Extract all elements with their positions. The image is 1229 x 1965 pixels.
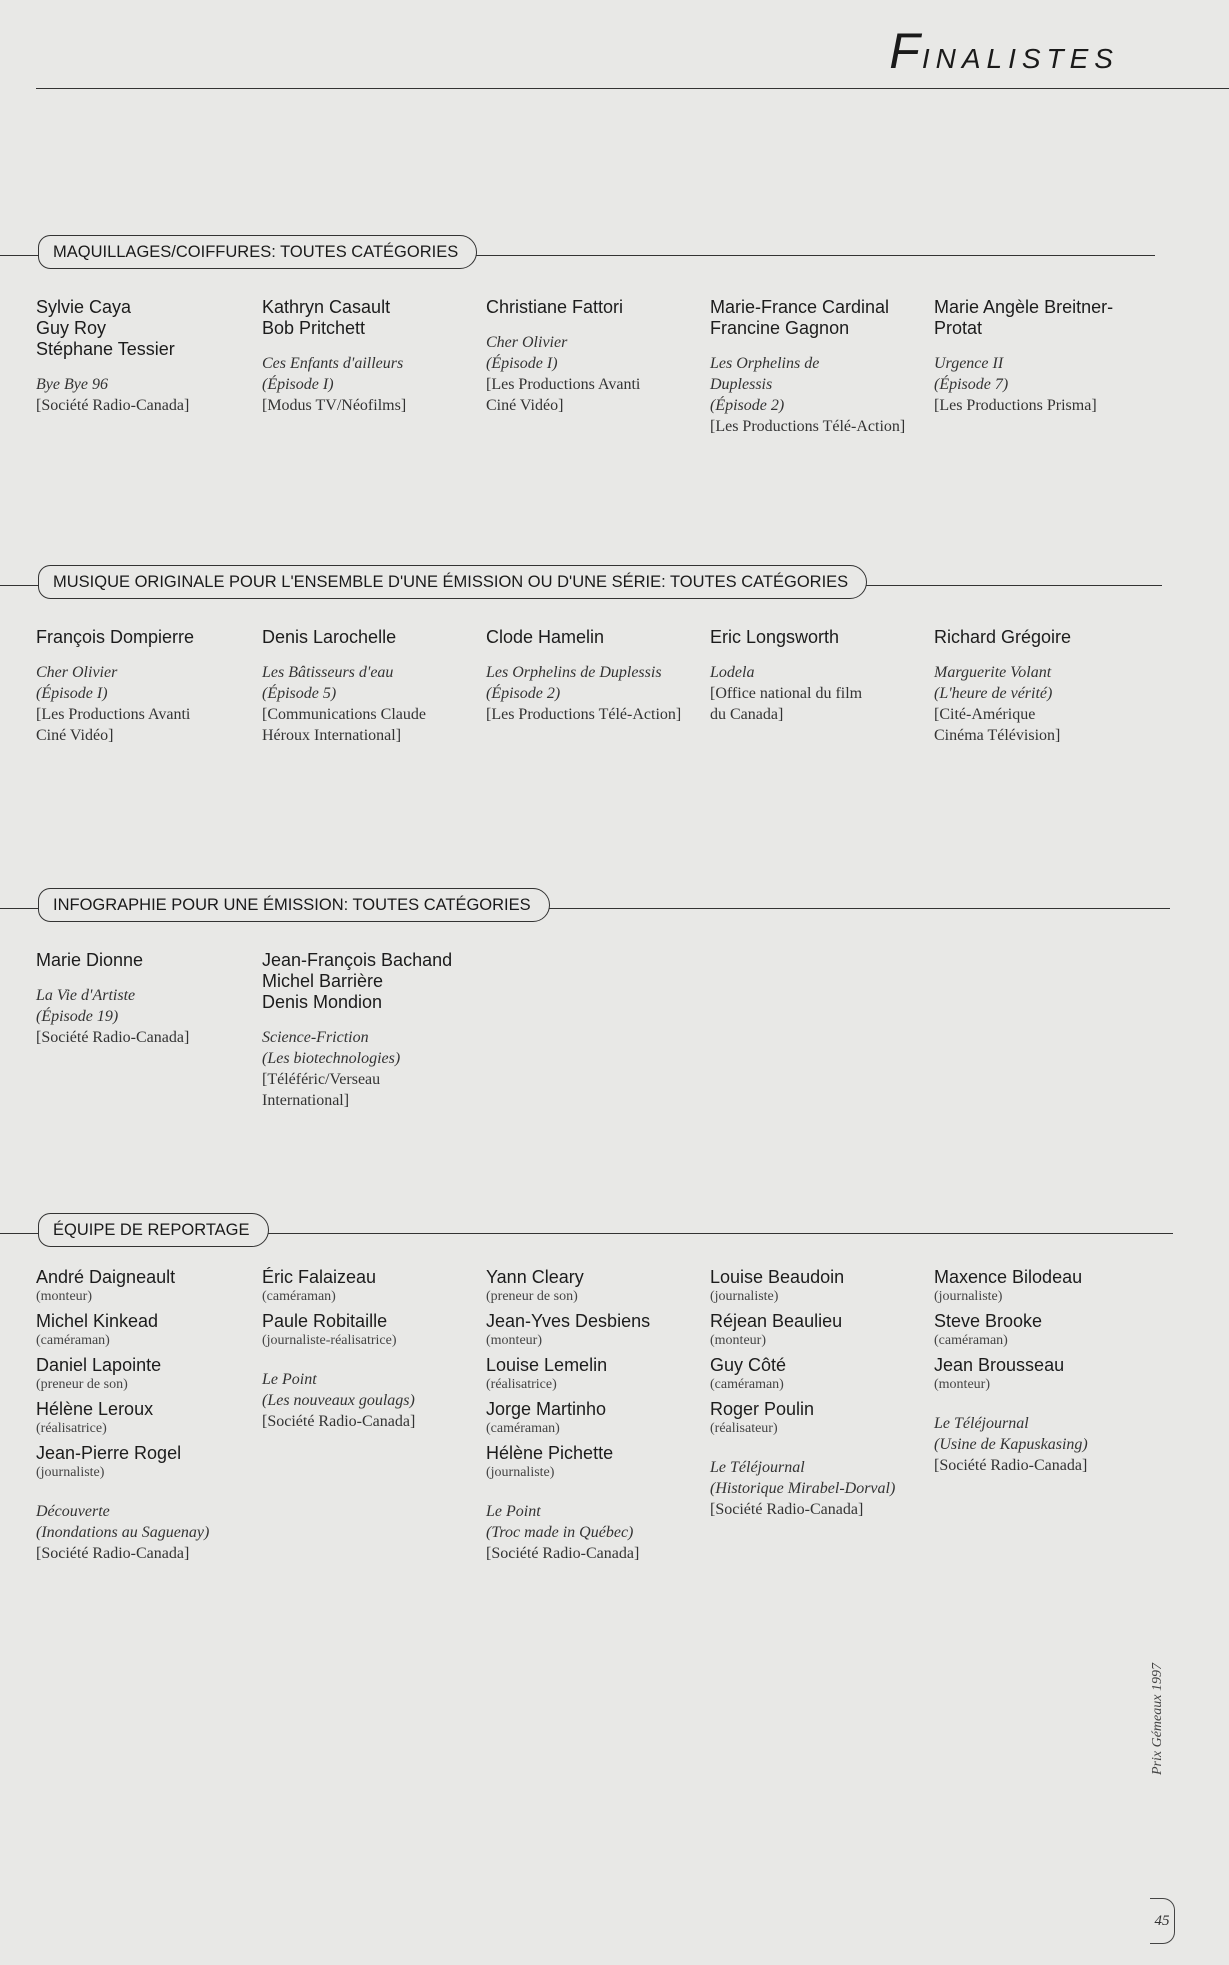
crew-name: Guy Côté (710, 1355, 787, 1375)
crew-name: Hélène Pichette (486, 1443, 614, 1463)
program-title: (Épisode 7) (934, 376, 1009, 393)
producer: du Canada] (710, 706, 784, 723)
crew-role: (réalisateur) (710, 1421, 778, 1436)
section-label: ÉQUIPE DE REPORTAGE (38, 1213, 269, 1247)
program-title: (Épisode I) (262, 376, 334, 393)
spacer (36, 648, 251, 662)
finalist-name: Denis Larochelle (262, 627, 397, 647)
crew-name: Jean Brousseau (934, 1355, 1065, 1375)
crew-role: (caméraman) (934, 1333, 1008, 1348)
finalist-name: Marie Angèle Breitner- (934, 297, 1114, 317)
producer: [Les Productions Télé-Action] (710, 418, 906, 435)
producer: International] (262, 1092, 350, 1109)
producer: [Les Productions Avanti (36, 706, 191, 723)
finalist-entry (36, 627, 251, 746)
finalist-name: Guy Roy (36, 318, 107, 338)
crew-role: (monteur) (36, 1289, 92, 1304)
program-title: (Épisode I) (36, 685, 108, 702)
program-title: Urgence II (934, 355, 1004, 372)
spacer (486, 318, 701, 332)
program-title: (Épisode 2) (710, 397, 785, 414)
crew-name: Hélène Leroux (36, 1399, 154, 1419)
finalist-name: Denis Mondion (262, 992, 383, 1012)
section-label: MUSIQUE ORIGINALE POUR L'ENSEMBLE D'UNE ÉMISSION OU D'UNE SÉRIE: TOUTES CATÉGORIES (38, 565, 867, 599)
section-label: INFOGRAPHIE POUR UNE ÉMISSION: TOUTES CATÉGORIES (38, 888, 550, 922)
page-title (889, 22, 1119, 80)
program-title: (Épisode 5) (262, 685, 337, 702)
crew-name: Roger Poulin (710, 1399, 815, 1419)
program-title: Le Téléjournal (710, 1459, 805, 1476)
crew-role: (journaliste) (710, 1289, 779, 1304)
page-title-rest: INALISTES (921, 43, 1119, 74)
crew-name: Maxence Bilodeau (934, 1267, 1083, 1287)
producer: [Société Radio-Canada] (36, 1545, 190, 1562)
finalist-name: Michel Barrière (262, 971, 384, 991)
finalist-entry (934, 297, 1149, 416)
finalist-name: Jean-François Bachand (262, 950, 453, 970)
program-title: (Historique Mirabel-Dorval) (710, 1480, 896, 1497)
program-title: (Usine de Kapuskasing) (934, 1436, 1088, 1453)
finalist-name: Kathryn Casault (262, 297, 391, 317)
page-title-cap: F (889, 23, 922, 79)
side-note: Prix Gémeaux 1997 (1150, 1663, 1165, 1775)
finalist-name: Bob Pritchett (262, 318, 366, 338)
finalist-name: Francine Gagnon (710, 318, 850, 338)
producer: Cinéma Télévision] (934, 727, 1061, 744)
program-title: Marguerite Volant (934, 664, 1052, 681)
crew-role: (journaliste) (486, 1465, 555, 1480)
section-label: MAQUILLAGES/COIFFURES: TOUTES CATÉGORIES (38, 235, 477, 269)
spacer (36, 971, 251, 985)
finalist-entry (486, 627, 701, 725)
spacer (262, 648, 477, 662)
finalist-entry (710, 627, 925, 725)
producer: [Cité-Amérique (934, 706, 1036, 723)
crew-entry (36, 1267, 251, 1564)
program-title: (L'heure de vérité) (934, 685, 1053, 702)
producer: Ciné Vidéo] (36, 727, 114, 744)
spacer (934, 1399, 1149, 1413)
spacer (934, 339, 1149, 353)
producer: [Société Radio-Canada] (934, 1457, 1088, 1474)
crew-name: Louise Beaudoin (710, 1267, 845, 1287)
finalist-entry (36, 950, 251, 1048)
program-title: La Vie d'Artiste (36, 987, 136, 1004)
program-title: Les Bâtisseurs d'eau (262, 664, 394, 681)
program-title: Duplessis (710, 376, 773, 393)
program-title: Science-Friction (262, 1029, 369, 1046)
spacer (710, 339, 925, 353)
crew-role: (preneur de son) (36, 1377, 128, 1392)
section-1 (0, 235, 1229, 535)
spacer (934, 648, 1149, 662)
finalist-name: Stéphane Tessier (36, 339, 175, 359)
finalist-entry (486, 297, 701, 416)
crew-entry (486, 1267, 701, 1564)
program-title: (Inondations au Saguenay) (36, 1524, 210, 1541)
crew-role: (journaliste) (36, 1465, 105, 1480)
finalist-name: Richard Grégoire (934, 627, 1072, 647)
producer: [Les Productions Avanti (486, 376, 641, 393)
program-title: Les Orphelins de Duplessis (486, 664, 662, 681)
producer: Ciné Vidéo] (486, 397, 564, 414)
spacer (486, 648, 701, 662)
crew-entry (934, 1267, 1149, 1476)
crew-name: Daniel Lapointe (36, 1355, 162, 1375)
finalist-name: François Dompierre (36, 627, 195, 647)
finalist-name: Marie Dionne (36, 950, 144, 970)
crew-role: (journaliste) (934, 1289, 1003, 1304)
crew-role: (monteur) (486, 1333, 542, 1348)
finalist-entry (36, 297, 251, 416)
producer: [Téléféric/Verseau (262, 1071, 381, 1088)
spacer (262, 1355, 477, 1369)
producer: [Société Radio-Canada] (710, 1501, 864, 1518)
crew-name: Jean-Pierre Rogel (36, 1443, 182, 1463)
program-title: Le Point (486, 1503, 541, 1520)
program-title: Ces Enfants d'ailleurs (262, 355, 404, 372)
program-title: Le Point (262, 1371, 317, 1388)
crew-name: Michel Kinkead (36, 1311, 159, 1331)
crew-name: Paule Robitaille (262, 1311, 388, 1331)
producer: [Modus TV/Néofilms] (262, 397, 407, 414)
finalist-entry (262, 297, 477, 416)
finalist-name: Sylvie Caya (36, 297, 132, 317)
program-title: Découverte (36, 1503, 110, 1520)
finalist-entry (934, 627, 1149, 746)
program-title: (Épisode I) (486, 355, 558, 372)
crew-role: (journaliste-réalisatrice) (262, 1333, 397, 1348)
program-title: Les Orphelins de (710, 355, 820, 372)
crew-role: (preneur de son) (486, 1289, 578, 1304)
spacer (262, 339, 477, 353)
crew-name: Steve Brooke (934, 1311, 1043, 1331)
program-title: Le Téléjournal (934, 1415, 1029, 1432)
program-title: (Les nouveaux goulags) (262, 1392, 415, 1409)
crew-name: Réjean Beaulieu (710, 1311, 843, 1331)
crew-entry (710, 1267, 925, 1520)
program-title: Bye Bye 96 (36, 376, 108, 393)
spacer (710, 1443, 925, 1457)
finalist-name: Christiane Fattori (486, 297, 624, 317)
finalist-name: Marie-France Cardinal (710, 297, 890, 317)
spacer (486, 1487, 701, 1501)
crew-role: (caméraman) (710, 1377, 784, 1392)
producer: [Office national du film (710, 685, 863, 702)
program-title: (Épisode 19) (36, 1008, 119, 1025)
crew-name: Jorge Martinho (486, 1399, 607, 1419)
program-title: Cher Olivier (486, 334, 568, 351)
program-title: Lodela (710, 664, 755, 681)
program-title: (Épisode 2) (486, 685, 561, 702)
finalist-entry (262, 627, 477, 746)
section-2 (0, 565, 1229, 865)
crew-role: (caméraman) (262, 1289, 336, 1304)
finalist-name: Eric Longsworth (710, 627, 840, 647)
program-title: Cher Olivier (36, 664, 118, 681)
spacer (36, 1487, 251, 1501)
spacer (262, 1013, 477, 1027)
program-title: (Troc made in Québec) (486, 1524, 634, 1541)
section-4 (0, 1213, 1229, 1562)
producer: [Communications Claude (262, 706, 426, 723)
producer: [Société Radio-Canada] (486, 1545, 640, 1562)
spacer (36, 360, 251, 374)
crew-name: Louise Lemelin (486, 1355, 608, 1375)
title-rule (36, 88, 1229, 89)
crew-entry (262, 1267, 477, 1432)
crew-role: (réalisatrice) (486, 1377, 557, 1392)
producer: [Les Productions Télé-Action] (486, 706, 682, 723)
crew-role: (monteur) (710, 1333, 766, 1348)
crew-role: (réalisatrice) (36, 1421, 107, 1436)
producer: Héroux International] (262, 727, 402, 744)
crew-name: André Daigneault (36, 1267, 176, 1287)
crew-role: (monteur) (934, 1377, 990, 1392)
crew-name: Yann Cleary (486, 1267, 584, 1287)
crew-name: Jean-Yves Desbiens (486, 1311, 651, 1331)
section-3 (0, 888, 1229, 1188)
finalist-name: Protat (934, 318, 983, 338)
page-number: 45 (1150, 1898, 1175, 1944)
producer: [Société Radio-Canada] (262, 1413, 416, 1430)
producer: [Société Radio-Canada] (36, 1029, 190, 1046)
producer: [Société Radio-Canada] (36, 397, 190, 414)
finalist-entry (710, 297, 925, 437)
finalist-entry (262, 950, 477, 1111)
finalist-name: Clode Hamelin (486, 627, 605, 647)
crew-role: (caméraman) (36, 1333, 110, 1348)
program-title: (Les biotechnologies) (262, 1050, 401, 1067)
crew-name: Éric Falaizeau (262, 1267, 377, 1287)
producer: [Les Productions Prisma] (934, 397, 1097, 414)
crew-role: (caméraman) (486, 1421, 560, 1436)
spacer (710, 648, 925, 662)
